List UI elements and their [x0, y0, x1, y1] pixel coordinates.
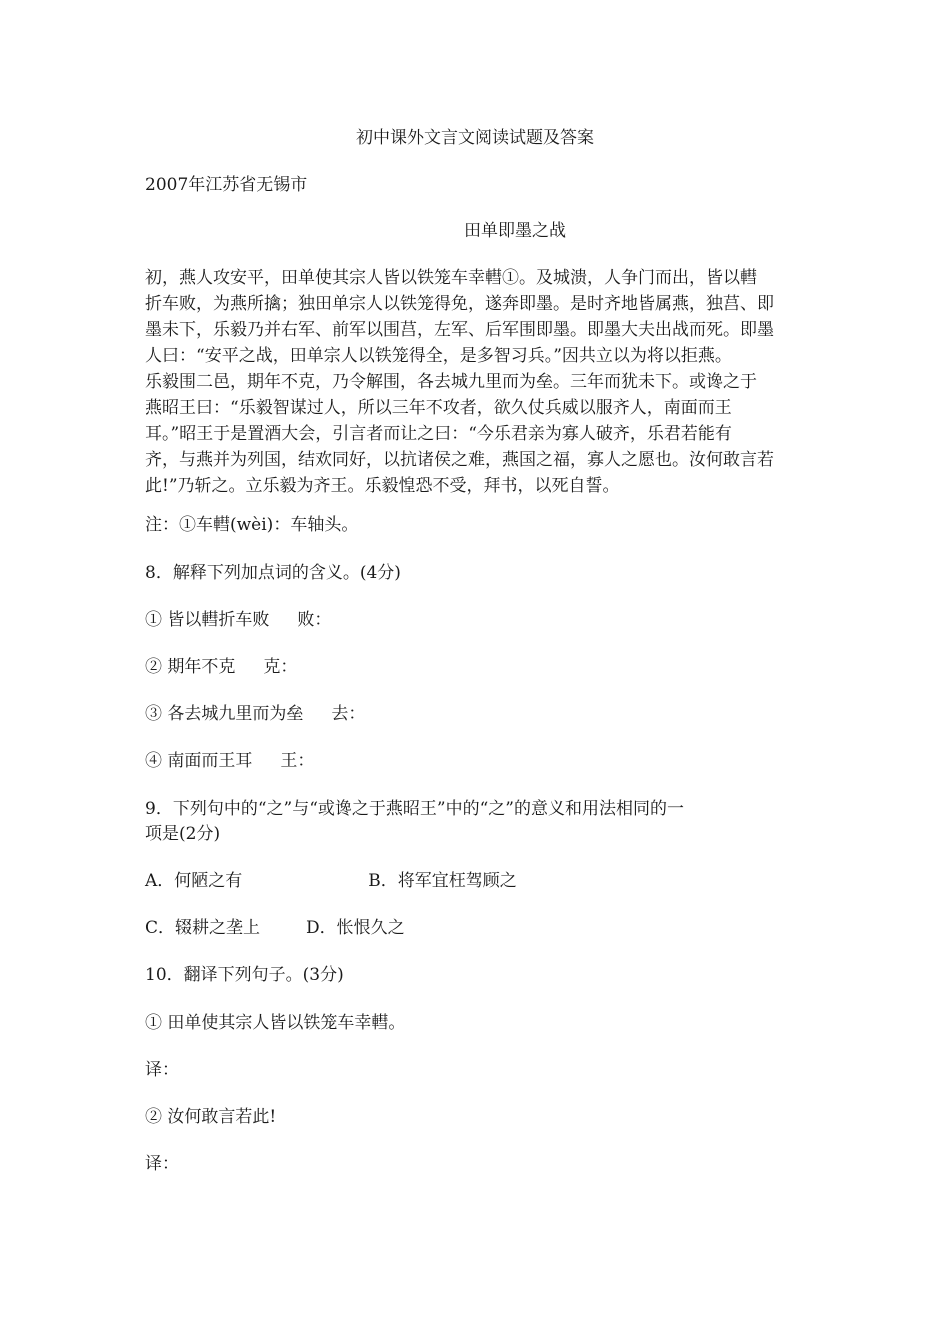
- passage-line: 燕昭王曰：“乐毅智谋过人，所以三年不攻者，欲久仗兵威以服齐人，南面而王: [145, 398, 732, 418]
- source-line: 2007年江苏省无锡市: [145, 175, 308, 195]
- question-10-item: ② 汝何敢言若此!: [145, 1107, 277, 1127]
- q8-word: 克：: [263, 657, 298, 677]
- option-a: A．何陋之有: [145, 871, 243, 891]
- passage-line: 折车败，为燕所擒；独田单宗人以铁笼得免，遂奔即墨。是时齐地皆属燕，独莒、即: [145, 294, 774, 314]
- q8-word: 败：: [297, 610, 332, 630]
- option-c: C．辍耕之垄上: [145, 918, 261, 938]
- q8-sentence: ① 皆以轊折车败: [145, 610, 270, 630]
- q8-sentence: ② 期年不克: [145, 657, 236, 677]
- passage-line: 初，燕人攻安平，田单使其宗人皆以铁笼车幸轊①。及城溃，人争门而出，皆以轊: [145, 268, 757, 288]
- question-9-stem-line: 项是(2分): [145, 824, 221, 844]
- question-9-stem-line: 9．下列句中的“之”与“或谗之于燕昭王”中的“之”的意义和用法相同的一: [145, 799, 684, 819]
- passage-line: 耳。”昭王于是置酒大会，引言者而让之曰：“今乐君亲为寡人破齐，乐君若能有: [145, 424, 732, 444]
- question-8-item: [145, 702, 365, 726]
- question-8-item: [145, 749, 314, 773]
- passage-title: 田单即墨之战: [464, 221, 566, 241]
- answer-label: 译：: [145, 1154, 179, 1174]
- option-d: D．怅恨久之: [306, 918, 405, 938]
- question-10-item: ① 田单使其宗人皆以铁笼车幸轊。: [145, 1013, 406, 1033]
- q8-word: 去：: [331, 704, 366, 724]
- question-9-options-row: [145, 869, 517, 893]
- passage-line: 齐，与燕并为列国，结欢同好，以抗诸侯之难，燕国之福，寡人之愿也。汝何敢言若: [145, 450, 774, 470]
- question-8-stem: 8．解释下列加点词的含义。(4分): [145, 563, 401, 583]
- q8-sentence: ④ 南面而王耳: [145, 751, 253, 771]
- answer-label: 译：: [145, 1060, 179, 1080]
- q8-sentence: ③ 各去城九里而为垒: [145, 704, 304, 724]
- question-9-options-row: [145, 916, 405, 940]
- passage-paragraph: [145, 265, 810, 499]
- q8-word: 王：: [280, 751, 315, 771]
- footnote: 注：①车轊(wèi)：车轴头。: [145, 515, 359, 535]
- passage-line: 墨未下，乐毅乃并右军、前军以围莒，左军、后军围即墨。即墨大夫出战而死。即墨: [145, 320, 774, 340]
- option-b: B．将军宜枉驾顾之: [368, 871, 517, 891]
- passage-line: 乐毅围二邑，期年不克，乃令解围，各去城九里而为垒。三年而犹未下。或谗之于: [145, 372, 757, 392]
- question-8-item: [145, 655, 297, 679]
- passage-line: 此!”乃斩之。立乐毅为齐王。乐毅惶恐不受，拜书，以死自誓。: [145, 476, 620, 496]
- question-8-item: [145, 608, 331, 632]
- passage-line: 人曰：“安平之战，田单宗人以铁笼得全，是多智习兵。”因共立以为将以拒燕。: [145, 346, 732, 366]
- question-10-stem: 10．翻译下列句子。(3分): [145, 965, 344, 985]
- document-title: 初中课外文言文阅读试题及答案: [356, 128, 594, 148]
